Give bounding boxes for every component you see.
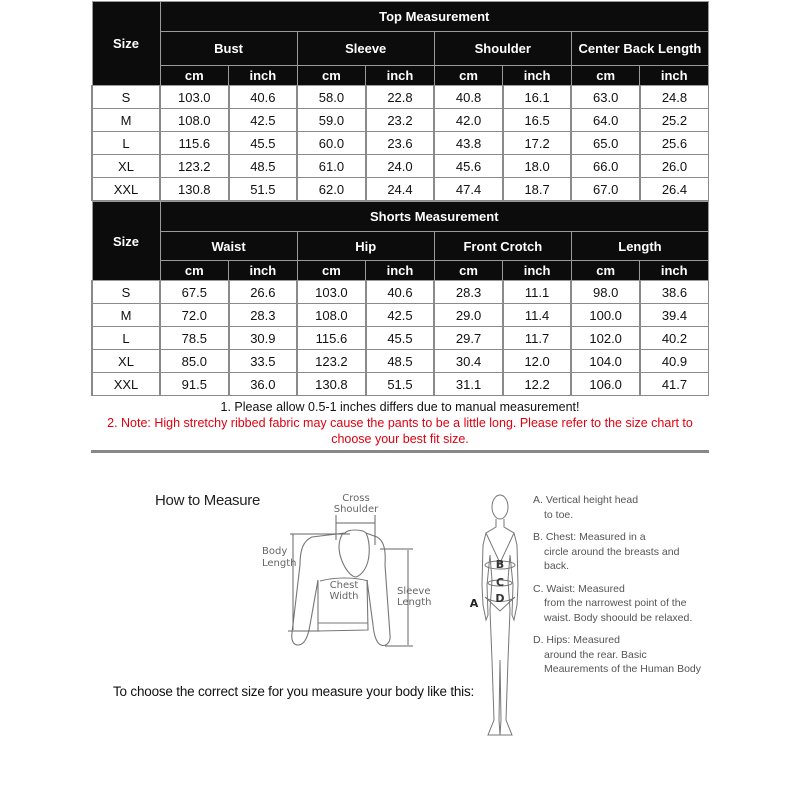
body-measurement-legend [533,493,703,685]
value-cell: 115.6 [297,327,366,350]
value-cell: 78.5 [160,327,229,350]
body-length-label: Body [262,546,288,557]
body-length-label: Length [262,558,297,569]
value-cell: 51.5 [366,373,435,396]
size-cell: XXL [92,178,160,201]
table-row [92,178,709,201]
value-cell: 60.0 [297,132,366,155]
size-cell: L [92,132,160,155]
legend-item-d: D. Hips: Measured around the rear. Basic Meaurements of the Human Body [533,634,701,675]
table-row [92,86,709,109]
choose-size-instruction: To choose the correct size for you measure your body like this: [113,684,475,699]
table-row [92,281,709,304]
value-cell: 123.2 [297,350,366,373]
column-header-length: Length [571,232,708,261]
table-title: Shorts Measurement [160,202,709,232]
value-cell: 26.4 [640,178,709,201]
size-header: Size [92,202,160,281]
table-title: Top Measurement [160,2,709,32]
value-cell: 103.0 [297,281,366,304]
size-header: Size [92,2,160,86]
chest-width-label: Width [329,591,359,602]
table-row [92,304,709,327]
value-cell: 91.5 [160,373,229,396]
value-cell: 130.8 [160,178,229,201]
value-cell: 58.0 [297,86,366,109]
column-header-hip: Hip [297,232,434,261]
size-cell: M [92,304,160,327]
value-cell: 108.0 [160,109,229,132]
value-cell: 16.1 [503,86,572,109]
unit-header: inch [229,66,298,86]
value-cell: 24.0 [366,155,435,178]
size-cell: XL [92,155,160,178]
value-cell: 100.0 [571,304,640,327]
value-cell: 23.2 [366,109,435,132]
value-cell: 33.5 [229,350,298,373]
size-cell: L [92,327,160,350]
table-row [92,350,709,373]
value-cell: 106.0 [571,373,640,396]
how-to-measure-title: How to Measure [155,492,261,509]
size-cell: S [92,281,160,304]
column-header-waist: Waist [160,232,297,261]
column-header-center-back-length: Center Back Length [571,32,708,66]
value-cell: 48.5 [229,155,298,178]
value-cell: 39.4 [640,304,709,327]
value-cell: 12.2 [503,373,572,396]
value-cell: 22.8 [366,86,435,109]
note-stretchy-fabric: 2. Note: High stretchy ribbed fabric may cause the pants to be a little long. Please refer to the size chart to choose your best fit size. [107,416,693,446]
value-cell: 42.5 [366,304,435,327]
value-cell: 25.6 [640,132,709,155]
size-chart [91,1,709,453]
value-cell: 23.6 [366,132,435,155]
value-cell: 59.0 [297,109,366,132]
value-cell: 18.7 [503,178,572,201]
unit-header: inch [503,261,572,281]
value-cell: 51.5 [229,178,298,201]
value-cell: 16.5 [503,109,572,132]
value-cell: 61.0 [297,155,366,178]
column-header-shoulder: Shoulder [434,32,571,66]
shorts-measurement-table [91,201,709,396]
unit-header: inch [503,66,572,86]
notes [91,396,709,453]
size-cell: S [92,86,160,109]
unit-header: cm [571,66,640,86]
top-measurement-table [91,1,709,201]
table-row [92,132,709,155]
value-cell: 40.2 [640,327,709,350]
value-cell: 38.6 [640,281,709,304]
value-cell: 40.8 [434,86,503,109]
cross-shoulder-label: Shoulder [333,504,379,515]
value-cell: 40.9 [640,350,709,373]
value-cell: 85.0 [160,350,229,373]
value-cell: 31.1 [434,373,503,396]
legend-item-a: A. Vertical height head to toe. [533,494,639,521]
unit-header: cm [297,66,366,86]
value-cell: 98.0 [571,281,640,304]
value-cell: 48.5 [366,350,435,373]
value-cell: 29.0 [434,304,503,327]
marker-a: A [470,597,479,610]
value-cell: 103.0 [160,86,229,109]
value-cell: 43.8 [434,132,503,155]
value-cell: 30.9 [229,327,298,350]
unit-header: inch [640,66,709,86]
value-cell: 45.5 [229,132,298,155]
value-cell: 36.0 [229,373,298,396]
value-cell: 66.0 [571,155,640,178]
value-cell: 130.8 [297,373,366,396]
value-cell: 40.6 [366,281,435,304]
value-cell: 65.0 [571,132,640,155]
value-cell: 45.5 [366,327,435,350]
chest-width-label: Chest [329,580,359,591]
unit-header: inch [229,261,298,281]
value-cell: 64.0 [571,109,640,132]
sweater-diagram [250,485,450,665]
value-cell: 63.0 [571,86,640,109]
sleeve-length-label: Sleeve [397,586,431,597]
value-cell: 72.0 [160,304,229,327]
legend-item-c: C. Waist: Measured from the narrowest point of the waist. Body shoould be relaxed. [533,582,693,624]
table-row [92,155,709,178]
value-cell: 11.7 [503,327,572,350]
value-cell: 41.7 [640,373,709,396]
marker-c: C [495,576,505,589]
size-cell: XXL [92,373,160,396]
value-cell: 29.7 [434,327,503,350]
value-cell: 28.3 [434,281,503,304]
column-header-bust: Bust [160,32,297,66]
value-cell: 18.0 [503,155,572,178]
value-cell: 25.2 [640,109,709,132]
value-cell: 30.4 [434,350,503,373]
value-cell: 102.0 [571,327,640,350]
value-cell: 26.6 [229,281,298,304]
sleeve-length-label: Length [397,597,432,608]
note-manual-measurement: 1. Please allow 0.5-1 inches differs due to manual measurement! [220,400,580,414]
value-cell: 67.0 [571,178,640,201]
table-row [92,373,709,396]
table-row [92,327,709,350]
column-header-sleeve: Sleeve [297,32,434,66]
value-cell: 12.0 [503,350,572,373]
value-cell: 62.0 [297,178,366,201]
value-cell: 24.4 [366,178,435,201]
value-cell: 47.4 [434,178,503,201]
value-cell: 11.4 [503,304,572,327]
legend-item-b: B. Chest: Measured in a circle around the breasts and back. [533,531,680,572]
value-cell: 108.0 [297,304,366,327]
column-header-front-crotch: Front Crotch [434,232,571,261]
marker-d: D [495,592,505,605]
size-cell: XL [92,350,160,373]
table-row [92,109,709,132]
unit-header: inch [640,261,709,281]
unit-header: cm [571,261,640,281]
value-cell: 115.6 [160,132,229,155]
body-figure-diagram [470,485,530,755]
value-cell: 45.6 [434,155,503,178]
value-cell: 24.8 [640,86,709,109]
marker-b: B [495,558,505,571]
human-body-outline-icon [482,495,518,735]
value-cell: 123.2 [160,155,229,178]
unit-header: inch [366,66,435,86]
unit-header: cm [160,261,229,281]
value-cell: 42.0 [434,109,503,132]
value-cell: 17.2 [503,132,572,155]
value-cell: 11.1 [503,281,572,304]
unit-header: cm [160,66,229,86]
value-cell: 28.3 [229,304,298,327]
unit-header: cm [434,261,503,281]
cross-shoulder-label: Cross [342,493,370,504]
value-cell: 26.0 [640,155,709,178]
unit-header: inch [366,261,435,281]
unit-header: cm [434,66,503,86]
value-cell: 104.0 [571,350,640,373]
unit-header: cm [297,261,366,281]
value-cell: 67.5 [160,281,229,304]
size-cell: M [92,109,160,132]
value-cell: 40.6 [229,86,298,109]
value-cell: 42.5 [229,109,298,132]
